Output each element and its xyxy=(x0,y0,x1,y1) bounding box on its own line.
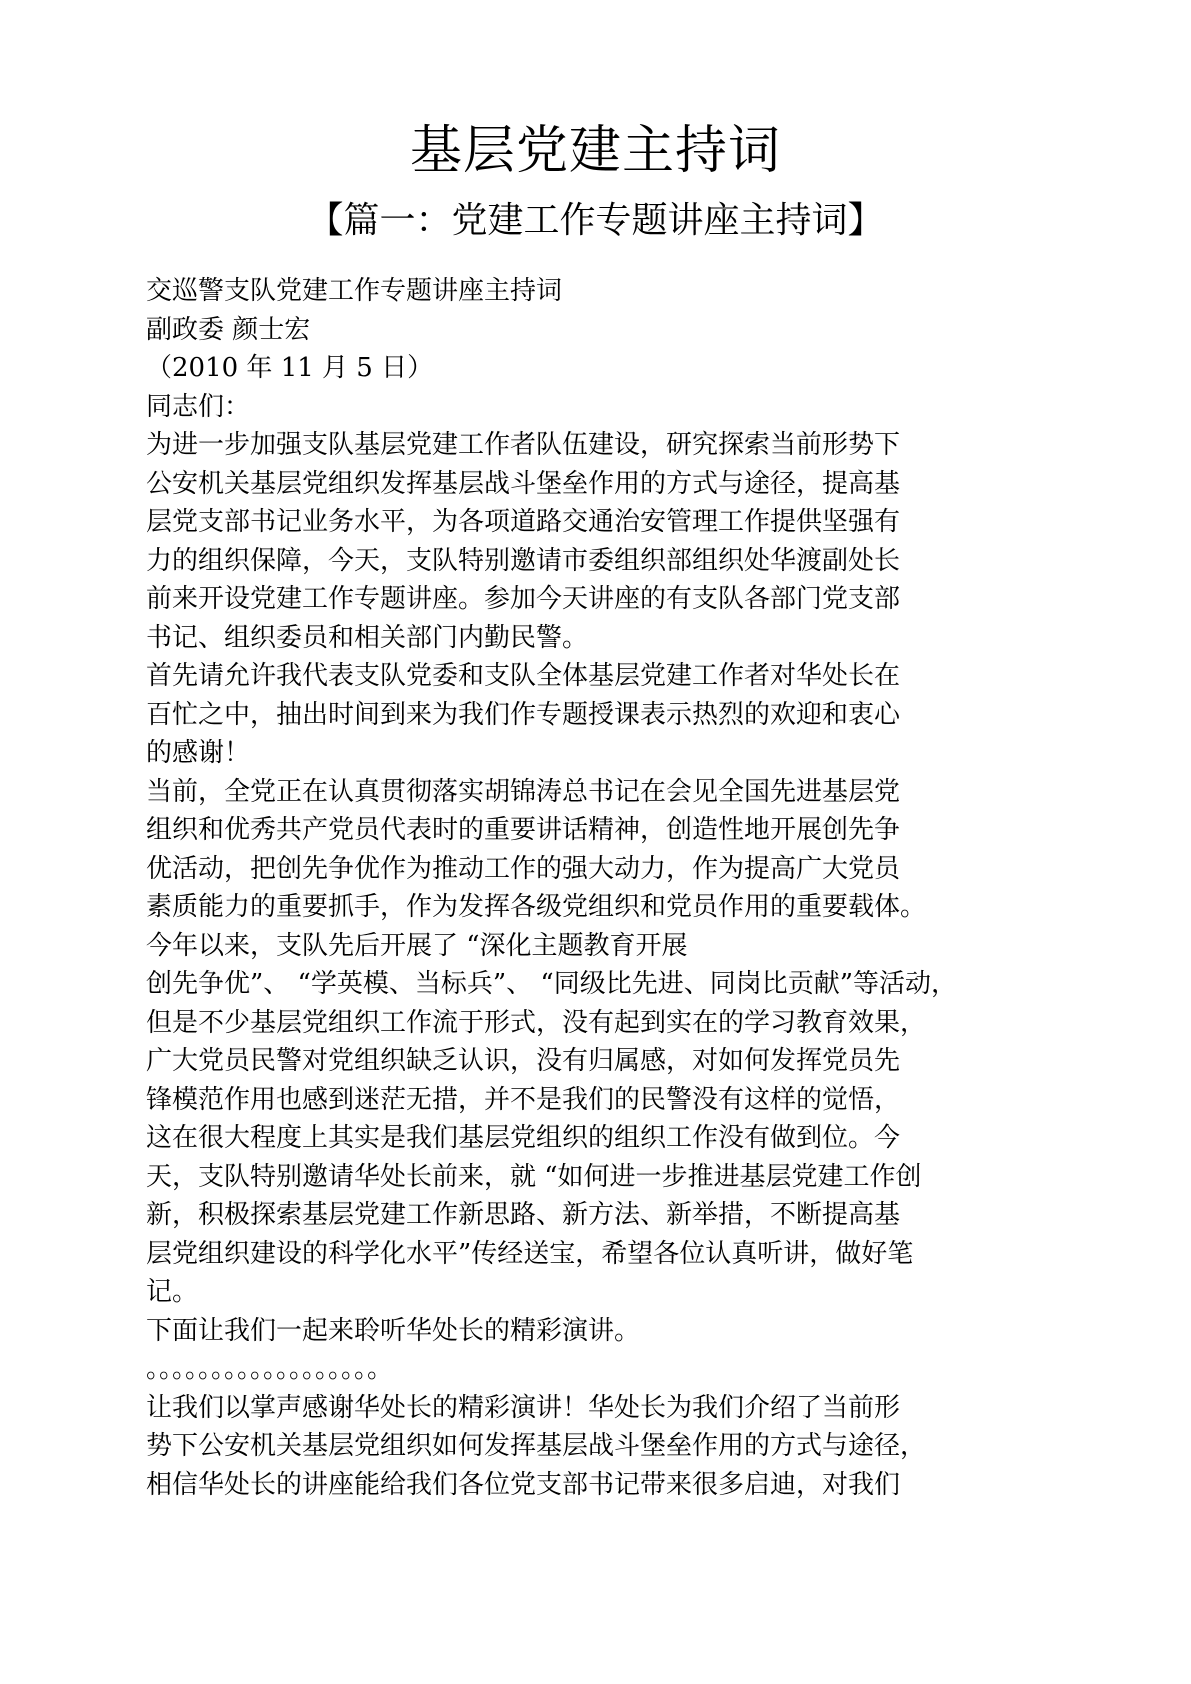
body-line: 势下公安机关基层党组织如何发挥基层战斗堡垒作用的方式与途径， xyxy=(146,1431,927,1461)
body-line: 公安机关基层党组织发挥基层战斗堡垒作用的方式与途径，提高基 xyxy=(146,468,901,499)
body-line: 层党组织建设的科学化水平”传经送宝，希望各位认真听讲，做好笔 xyxy=(146,1238,914,1269)
body-line: 记。 xyxy=(146,1277,199,1307)
body-line: 层党支部书记业务水平，为各项道路交通治安管理工作提供坚强有 xyxy=(146,507,901,537)
body-line: 前来开设党建工作专题讲座。参加今天讲座的有支队各部门党支部 xyxy=(146,584,901,614)
body-line: 天，支队特别邀请华处长前来，就 “如何进一步推进基层党建工作创 xyxy=(146,1161,922,1192)
body-line: 交巡警支队党建工作专题讲座主持词 xyxy=(146,276,563,306)
body-line: 同志们： xyxy=(146,391,251,422)
body-line: 副政委 颜士宏 xyxy=(146,314,311,345)
body-line: 百忙之中，抽出时间到来为我们作专题授课表示热烈的欢迎和衷心 xyxy=(146,699,901,730)
document-body xyxy=(146,272,1086,1504)
body-line: 相信华处长的讲座能给我们各位党支部书记带来很多启迪，对我们 xyxy=(146,1469,901,1500)
body-line: 创先争优”、 “学英模、当标兵”、 “同级比先进、同岗比贡献”等活动， xyxy=(146,969,957,999)
body-line: 新，积极探索基层党建工作新思路、新方法、新举措，不断提高基 xyxy=(146,1200,901,1230)
body-line: 书记、组织委员和相关部门内勤民警。 xyxy=(146,622,589,653)
body-line: 但是不少基层党组织工作流于形式，没有起到实在的学习教育效果， xyxy=(146,1007,927,1038)
document-subtitle: 【篇一：党建工作专题讲座主持词】 xyxy=(307,200,884,241)
body-line: 组织和优秀共产党员代表时的重要讲话精神，创造性地开展创先争 xyxy=(146,815,901,845)
document-title: 基层党建主持词 xyxy=(409,121,781,181)
body-line: （2010 年 11 月 5 日） xyxy=(146,353,434,383)
body-line: 今年以来，支队先后开展了 “深化主题教育开展 xyxy=(146,930,688,961)
body-line: 为进一步加强支队基层党建工作者队伍建设，研究探索当前形势下 xyxy=(146,430,901,460)
body-line: 首先请允许我代表支队党委和支队全体基层党建工作者对华处长在 xyxy=(146,661,901,691)
body-line: 的感谢！ xyxy=(146,738,251,768)
body-line: 这在很大程度上其实是我们基层党组织的组织工作没有做到位。今 xyxy=(146,1123,901,1153)
body-line: 优活动，把创先争优作为推动工作的强大动力，作为提高广大党员 xyxy=(146,853,901,884)
body-line: 当前，全党正在认真贯彻落实胡锦涛总书记在会见全国先进基层党 xyxy=(146,776,901,807)
body-line: 让我们以掌声感谢华处长的精彩演讲！华处长为我们介绍了当前形 xyxy=(146,1392,901,1423)
body-line: 广大党员民警对党组织缺乏认识，没有归属感，对如何发挥党员先 xyxy=(146,1046,901,1076)
body-line: 。。。。。。。。。。。。。。。。。。 xyxy=(146,1354,394,1384)
body-line: 素质能力的重要抓手，作为发挥各级党组织和党员作用的重要载体。 xyxy=(146,892,927,922)
body-line: 力的组织保障，今天，支队特别邀请市委组织部组织处华渡副处长 xyxy=(146,545,901,576)
body-line: 锋模范作用也感到迷茫无措，并不是我们的民警没有这样的觉悟， xyxy=(146,1084,901,1115)
body-line: 下面让我们一起来聆听华处长的精彩演讲。 xyxy=(146,1315,641,1346)
